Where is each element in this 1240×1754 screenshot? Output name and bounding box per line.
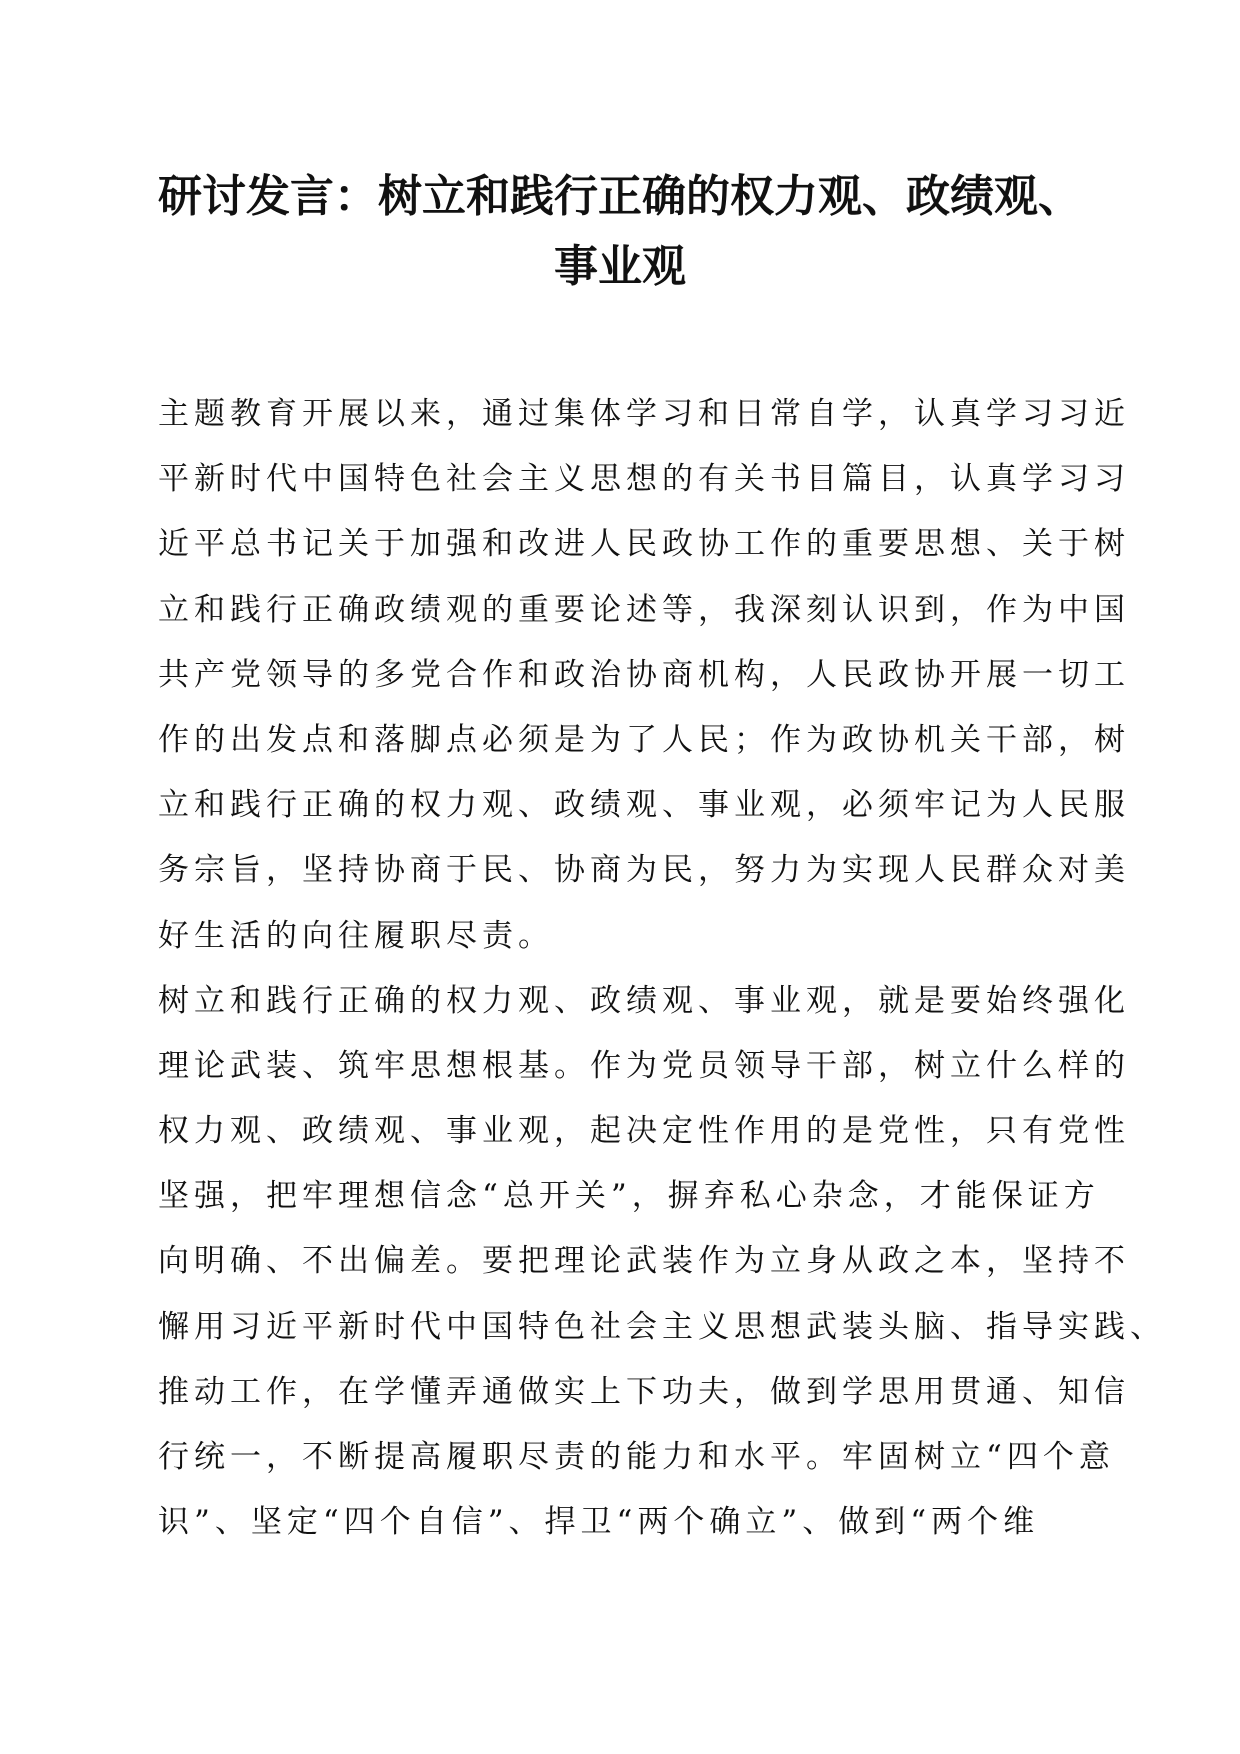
text-line: 立和践行正确政绩观的重要论述等，我深刻认识到，作为中国 [158, 591, 1130, 628]
document-body [158, 382, 1166, 1555]
page-title [150, 162, 1090, 302]
text-line: 务宗旨，坚持协商于民、协商为民，努力为实现人民群众对美 [158, 852, 1130, 889]
text-line: 权力观、政绩观、事业观，起决定性作用的是党性，只有党性 [158, 1113, 1130, 1150]
paragraph-2 [158, 969, 1166, 1556]
text-line: 好生活的向往履职尽责。 [158, 917, 554, 954]
text-line: 主题教育开展以来，通过集体学习和日常自学，认真学习习近 [158, 396, 1130, 432]
text-line: 作的出发点和落脚点必须是为了人民；作为政协机关干部，树 [158, 721, 1130, 758]
text-line: 近平总书记关于加强和改进人民政协工作的重要思想、关于树 [158, 526, 1130, 563]
text-line: 向明确、不出偏差。要把理论武装作为立身从政之本，坚持不 [158, 1243, 1130, 1280]
text-line: 懈用习近平新时代中国特色社会主义思想武装头脑、指导实践、 [158, 1308, 1166, 1345]
text-line: 立和践行正确的权力观、政绩观、事业观，必须牢记为人民服 [158, 787, 1130, 824]
title-line: 研讨发言：树立和践行正确的权力观、政绩观、 [158, 171, 1082, 222]
text-line: 理论武装、筑牢思想根基。作为党员领导干部，树立什么样的 [158, 1047, 1130, 1084]
title-line: 事业观 [554, 241, 686, 292]
text-line: 识”、坚定“四个自信”、捍卫“两个确立”、做到“两个维 [158, 1504, 1040, 1541]
text-line: 行统一，不断提高履职尽责的能力和水平。牢固树立“四个意 [158, 1439, 1115, 1475]
text-line: 推动工作，在学懂弄通做实上下功夫，做到学思用贯通、知信 [158, 1373, 1130, 1410]
paragraph-1 [158, 382, 1130, 969]
text-line: 共产党领导的多党合作和政治协商机构，人民政协开展一切工 [158, 656, 1130, 693]
text-line: 平新时代中国特色社会主义思想的有关书目篇目，认真学习习 [158, 461, 1130, 498]
text-line: 坚强，把牢理想信念“总开关”，摒弃私心杂念，才能保证方 [158, 1178, 1100, 1215]
text-line: 树立和践行正确的权力观、政绩观、事业观，就是要始终强化 [158, 982, 1130, 1019]
